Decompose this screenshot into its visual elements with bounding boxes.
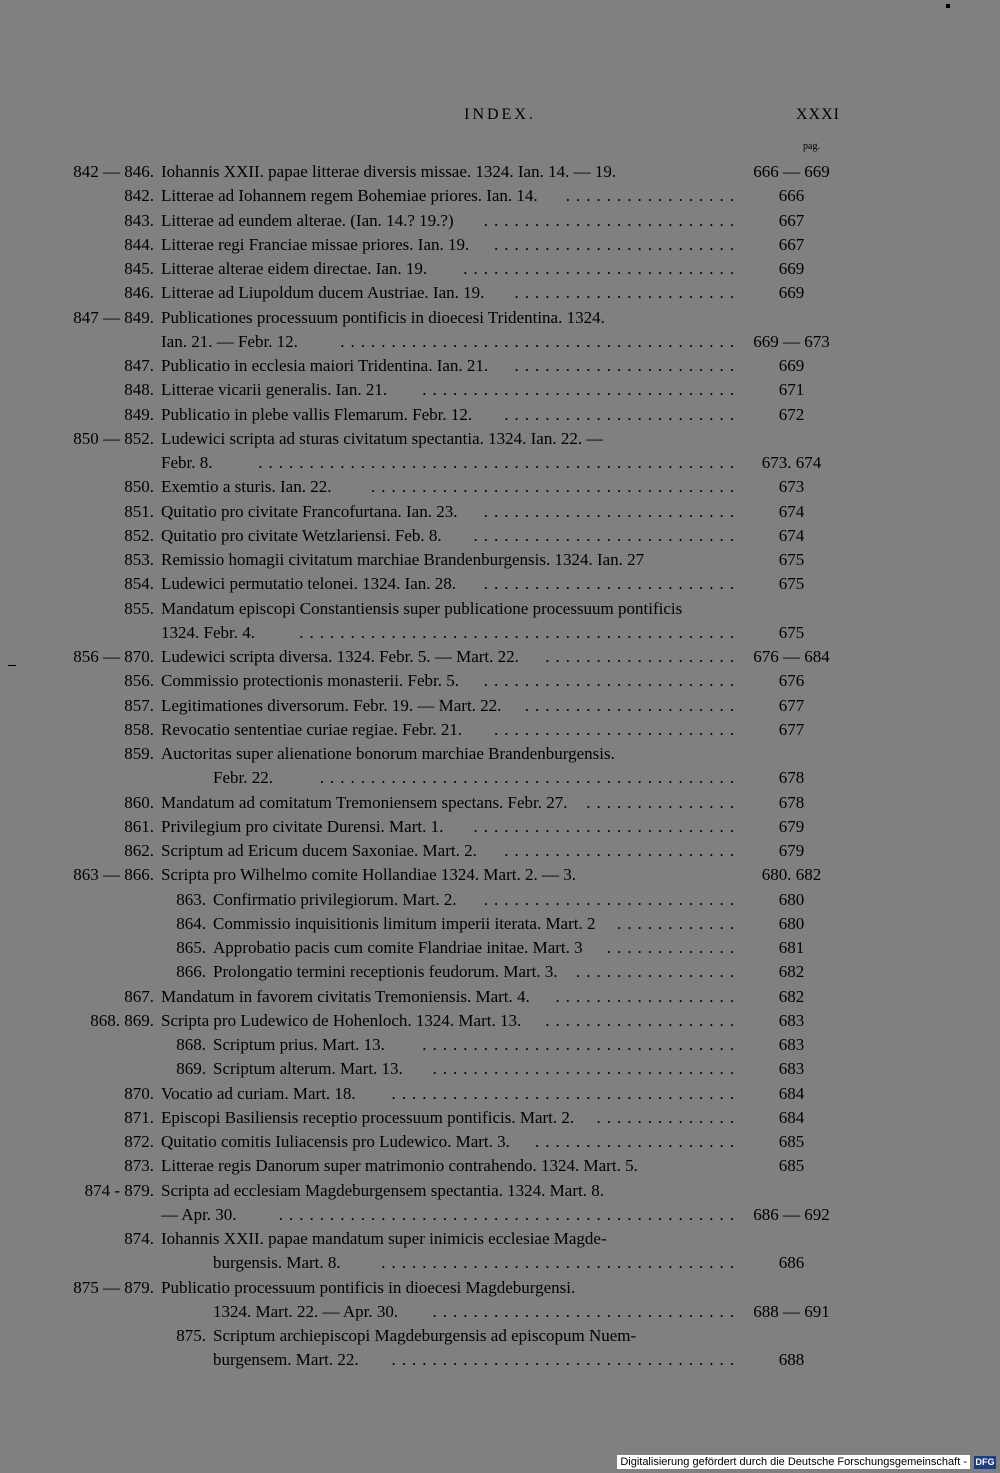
dot-leader: ......................... xyxy=(483,574,740,594)
entry-text: Quitatio pro civitate Wetzlariensi. Feb. 8. xyxy=(161,525,442,545)
index-entry xyxy=(0,1033,1000,1057)
dot-leader: ........................................... xyxy=(299,622,740,642)
page-reference: 676 — 684 xyxy=(753,647,830,666)
entry-text: Privilegium pro civitate Durensi. Mart. 1. xyxy=(161,816,444,836)
index-entry-line xyxy=(0,1130,1000,1154)
page-reference: 683 xyxy=(778,1035,805,1054)
index-entry xyxy=(0,985,1000,1009)
page-reference: 682 xyxy=(778,962,805,982)
index-entry xyxy=(0,500,1000,524)
index-entry-line xyxy=(0,597,1000,621)
dot-leader: .............. xyxy=(596,1107,740,1127)
entry-number: 851. xyxy=(124,501,154,521)
dot-leader: .................................. xyxy=(391,1350,740,1370)
entry-text: Publicatio in ecclesia maiori Tridentina. Ian. 21. xyxy=(161,356,489,375)
entry-number: 860. xyxy=(124,792,154,812)
dot-leader: ......................... xyxy=(483,671,740,691)
index-entry xyxy=(0,718,1000,742)
index-entry xyxy=(0,912,1000,936)
index-entry xyxy=(0,694,1000,718)
entry-number: 864. xyxy=(176,913,206,933)
entry-text: Publicatio processuum pontificis in dioecesi Magdeburgensi. xyxy=(161,1277,576,1297)
digitization-credit: Digitalisierung gefördert durch die Deutsche Forschungsgemeinschaft - xyxy=(617,1455,970,1469)
index-entry-line xyxy=(0,1057,1000,1081)
index-entry xyxy=(0,160,1000,184)
index-entry-line xyxy=(0,645,1000,669)
index-entry-line xyxy=(0,427,1000,451)
dot-leader: ...................... xyxy=(514,283,740,303)
entry-text: burgensem. Mart. 22. xyxy=(213,1350,359,1370)
index-entry-line xyxy=(0,742,1000,766)
entry-number: 865. xyxy=(176,938,206,957)
entry-number: 844. xyxy=(124,234,154,254)
index-entry xyxy=(0,475,1000,499)
page-reference: 667 xyxy=(778,234,805,254)
entry-number: 858. xyxy=(124,719,154,739)
pag-column-label: pag. xyxy=(803,141,820,152)
index-entry-line xyxy=(0,1324,1000,1348)
dot-leader: ........................ xyxy=(494,234,740,254)
index-entry-line xyxy=(0,669,1000,693)
index-entry xyxy=(0,1082,1000,1106)
index-entry-line xyxy=(0,475,1000,499)
entry-text: 1324. Febr. 4. xyxy=(161,622,255,642)
entry-text: Approbatio pacis cum comite Flandriae initae. Mart. 3 xyxy=(213,938,583,957)
page-reference: 680. 682 xyxy=(761,865,822,885)
entry-number: 857. xyxy=(124,695,154,715)
entry-text: Ludewici permutatio telonei. 1324. Ian. 28. xyxy=(161,574,457,594)
page-reference: 667 xyxy=(778,210,805,230)
page-reference: 683 xyxy=(778,1059,805,1079)
dot-leader: ................... xyxy=(545,1010,740,1030)
index-entry-line xyxy=(0,233,1000,257)
index-entry-line xyxy=(0,524,1000,548)
entry-number: 873. xyxy=(124,1156,154,1176)
entry-text: Auctoritas super alienatione bonorum marchiae Brandenburgensis. xyxy=(161,744,615,763)
entry-text: Scriptum archiepiscopi Magdeburgensis ad episcopum Nuem- xyxy=(213,1326,637,1345)
dot-leader: ................. xyxy=(565,186,740,206)
page-reference: 680 xyxy=(778,889,805,909)
dot-leader: ............................... xyxy=(422,1035,740,1054)
page-reference: 688 xyxy=(778,1350,805,1370)
index-entry-line xyxy=(0,1033,1000,1057)
entry-number: 846. xyxy=(124,283,154,303)
index-entry xyxy=(0,281,1000,305)
entry-text: Exemtio a sturis. Ian. 22. xyxy=(161,477,332,497)
entry-text: Scripta pro Ludewico de Hohenloch. 1324. Mart. 13. xyxy=(161,1010,522,1030)
index-entry xyxy=(0,209,1000,233)
index-entry xyxy=(0,233,1000,257)
index-entry-line xyxy=(0,548,1000,572)
entry-number: 856 — 870. xyxy=(73,647,154,666)
entry-number: 856. xyxy=(124,671,154,691)
page-reference: 680 xyxy=(778,913,805,933)
page-reference: 679 xyxy=(778,841,805,860)
index-entry-line xyxy=(0,791,1000,815)
dot-leader: ........................ xyxy=(494,719,740,739)
entry-text: Episcopi Basiliensis receptio processuum pontificis. Mart. 2. xyxy=(161,1107,575,1127)
index-entry-line xyxy=(0,1203,1000,1227)
index-entry xyxy=(0,669,1000,693)
index-entry-line xyxy=(0,960,1000,984)
entry-text: Mandatum in favorem civitatis Tremoniensis. Mart. 4. xyxy=(161,986,530,1006)
index-entry-line xyxy=(0,500,1000,524)
index-entry-line xyxy=(0,936,1000,960)
dfg-logo: DFG xyxy=(975,1457,995,1467)
entry-number: 866. xyxy=(176,962,206,982)
index-entry-line xyxy=(0,912,1000,936)
entry-text: Litterae regis Danorum super matrimonio contrahendo. 1324. Mart. 5. xyxy=(161,1156,638,1176)
entry-number: 874 - 879. xyxy=(84,1180,154,1200)
entry-number: 847 — 849. xyxy=(73,307,154,327)
entry-text: Scriptum alterum. Mart. 13. xyxy=(213,1059,403,1079)
entry-text: Febr. 22. xyxy=(213,768,273,788)
index-entry xyxy=(0,427,1000,476)
index-entry-line xyxy=(0,1251,1000,1275)
page-reference: 684 xyxy=(778,1107,805,1127)
dot-leader: ......................... xyxy=(483,501,740,521)
dot-leader: ....................... xyxy=(504,841,740,860)
index-entry-line xyxy=(0,1300,1000,1324)
index-entry-line xyxy=(0,378,1000,402)
page-reference: 672 xyxy=(778,404,805,424)
index-entry-line xyxy=(0,1106,1000,1130)
scan-mark xyxy=(946,4,950,8)
entry-text: Litterae ad Liupoldum ducem Austriae. Ian. 19. xyxy=(161,283,485,303)
entry-text: Publicationes processuum pontificis in dioecesi Tridentina. 1324. xyxy=(161,307,605,327)
index-entry xyxy=(0,1009,1000,1033)
entry-text: Litterae alterae eidem directae. Ian. 19. xyxy=(161,259,428,278)
page-reference: 674 xyxy=(778,501,805,521)
index-entry-line xyxy=(0,839,1000,863)
entry-number: 868. xyxy=(176,1035,206,1054)
index-entry-line xyxy=(0,184,1000,208)
page-reference: 674 xyxy=(778,525,805,545)
page-reference: 675 xyxy=(778,550,805,569)
dot-leader: .................. xyxy=(555,986,740,1006)
index-entry xyxy=(0,572,1000,596)
dot-leader: ....................................... xyxy=(340,331,740,351)
index-entry xyxy=(0,815,1000,839)
index-entry-line xyxy=(0,330,1000,354)
entry-text: Mandatum ad comitatum Tremoniensem spectans. Febr. 27. xyxy=(161,792,568,812)
page-reference: 677 xyxy=(778,719,805,739)
entry-number: 850. xyxy=(124,477,154,497)
entry-text: Scripta pro Wilhelmo comite Hollandiae 1324. Mart. 2. — 3. xyxy=(161,865,576,885)
entry-text: Scriptum ad Ericum ducem Saxoniae. Mart. 2. xyxy=(161,841,477,860)
page-reference: 683 xyxy=(778,1010,805,1030)
dot-leader: ............................................. xyxy=(278,1204,740,1224)
dot-leader: .................................. xyxy=(391,1083,740,1103)
entry-text: Legitimationes diversorum. Febr. 19. — Mart. 22. xyxy=(161,695,502,715)
entry-number: 843. xyxy=(124,210,154,230)
dot-leader: ................ xyxy=(576,962,740,982)
page-reference: 681 xyxy=(778,938,805,957)
index-entry xyxy=(0,306,1000,355)
index-entry xyxy=(0,1130,1000,1154)
dot-leader: ......................................... xyxy=(319,768,740,788)
entry-text: Scripta ad ecclesiam Magdeburgensem spectantia. 1324. Mart. 8. xyxy=(161,1180,604,1200)
entry-text: Litterae ad Iohannem regem Bohemiae priores. Ian. 14. xyxy=(161,186,538,206)
index-entry xyxy=(0,839,1000,863)
entry-text: Litterae ad eundem alterae. (Ian. 14.? 19.?) xyxy=(161,210,454,230)
entry-text: Vocatio ad curiam. Mart. 18. xyxy=(161,1083,356,1103)
entry-text: Iohannis XXII. papae mandatum super inimicis ecclesiae Magde- xyxy=(161,1229,607,1248)
page-reference: 675 xyxy=(778,574,805,594)
entry-number: 868. 869. xyxy=(90,1010,154,1030)
entry-text: Publicatio in plebe vallis Flemarum. Febr. 12. xyxy=(161,404,473,424)
index-entry-line xyxy=(0,451,1000,475)
page-number: XXXI xyxy=(796,106,840,123)
index-entry-line xyxy=(0,1179,1000,1203)
dot-leader: ........................... xyxy=(463,259,740,278)
page-reference: 688 — 691 xyxy=(753,1301,830,1321)
index-entry xyxy=(0,524,1000,548)
index-entry xyxy=(0,1106,1000,1130)
index-entry xyxy=(0,1154,1000,1178)
dot-leader: ............. xyxy=(606,938,740,957)
index-entry-line xyxy=(0,572,1000,596)
dot-leader: ......................... xyxy=(483,210,740,230)
entry-text: Ian. 21. — Febr. 12. xyxy=(161,331,298,351)
page-reference: 678 xyxy=(778,792,805,812)
dot-leader: ................... xyxy=(545,647,740,666)
index-entry-line xyxy=(0,1154,1000,1178)
index-entry-line xyxy=(0,1348,1000,1372)
entry-text: Litterae vicarii generalis. Ian. 21. xyxy=(161,380,388,400)
page-reference: 669 xyxy=(778,283,805,303)
entry-number: 867. xyxy=(124,986,154,1006)
index-entry-line xyxy=(0,281,1000,305)
page-reference: 685 xyxy=(778,1132,805,1151)
dot-leader: ............... xyxy=(586,792,740,812)
index-entry-line xyxy=(0,863,1000,887)
index-entry xyxy=(0,863,1000,887)
dot-leader: .................................... xyxy=(371,477,740,497)
entry-number: 855. xyxy=(124,598,154,618)
index-entry xyxy=(0,645,1000,669)
index-entry-line xyxy=(0,1227,1000,1251)
entry-number: 863. xyxy=(176,889,206,909)
page-reference: 675 xyxy=(778,622,805,642)
entry-text: Mandatum episcopi Constantiensis super publicatione processuum pontificis xyxy=(161,598,683,618)
entry-number: 863 — 866. xyxy=(73,865,154,885)
index-entry xyxy=(0,184,1000,208)
index-entry-line xyxy=(0,888,1000,912)
page-reference: 669 xyxy=(778,259,805,278)
page-reference: 671 xyxy=(778,380,805,400)
index-entry-line xyxy=(0,209,1000,233)
dot-leader: ...................... xyxy=(514,356,740,375)
page-reference: 686 xyxy=(778,1253,805,1273)
page-reference: 677 xyxy=(778,695,805,715)
page-reference: 673. 674 xyxy=(761,453,822,472)
entry-text: Prolongatio termini receptionis feudorum. Mart. 3. xyxy=(213,962,558,982)
page-reference: 678 xyxy=(778,768,805,788)
entry-number: 859. xyxy=(124,744,154,763)
page-reference: 679 xyxy=(778,816,805,836)
entry-text: Revocatio sententiae curiae regiae. Febr. 21. xyxy=(161,719,463,739)
entry-number: 874. xyxy=(124,1229,154,1248)
entry-text: Scriptum prius. Mart. 13. xyxy=(213,1035,385,1054)
dot-leader: ......................... xyxy=(483,889,740,909)
entry-text: 1324. Mart. 22. — Apr. 30. xyxy=(213,1301,399,1321)
entry-number: 872. xyxy=(124,1132,154,1151)
page-reference: 682 xyxy=(778,986,805,1006)
index-entry-line xyxy=(0,718,1000,742)
dot-leader: .............................. xyxy=(432,1059,740,1079)
entry-text: burgensis. Mart. 8. xyxy=(213,1253,341,1273)
index-entry xyxy=(0,888,1000,912)
index-entry xyxy=(0,1179,1000,1228)
entry-number: 861. xyxy=(124,816,154,836)
dot-leader: ............................... xyxy=(422,380,740,400)
entry-text: Commissio inquisitionis limitum imperii iterata. Mart. 2 xyxy=(213,913,596,933)
entry-number: 849. xyxy=(124,404,154,424)
entry-number: 842. xyxy=(124,186,154,206)
index-entry xyxy=(0,403,1000,427)
index-entry xyxy=(0,960,1000,984)
index-entry-line xyxy=(0,694,1000,718)
index-entry xyxy=(0,1057,1000,1081)
entry-text: Quitatio pro civitate Francofurtana. Ian. 23. xyxy=(161,501,458,521)
entry-number: 875. xyxy=(176,1326,206,1345)
entry-number: 853. xyxy=(124,550,154,569)
dot-leader: .......................... xyxy=(473,816,740,836)
page-reference: 685 xyxy=(778,1156,805,1176)
index-entry-line xyxy=(0,403,1000,427)
index-entry-line xyxy=(0,354,1000,378)
page-reference: 666 — 669 xyxy=(753,162,830,181)
entry-number: 842 — 846. xyxy=(73,162,154,181)
entry-number: 854. xyxy=(124,574,154,594)
index-entry-line xyxy=(0,1009,1000,1033)
index-entry xyxy=(0,936,1000,960)
index-entry-line xyxy=(0,1276,1000,1300)
page-reference: 669 xyxy=(778,356,805,375)
entry-number: 852. xyxy=(124,525,154,545)
index-list xyxy=(0,160,1000,1373)
entry-text: Litterae regi Franciae missae priores. Ian. 19. xyxy=(161,234,470,254)
index-entry xyxy=(0,354,1000,378)
index-entry xyxy=(0,1324,1000,1373)
entry-number: 875 — 879. xyxy=(73,1277,154,1297)
index-entry xyxy=(0,791,1000,815)
index-entry-line xyxy=(0,621,1000,645)
dot-leader: ............................................... xyxy=(258,453,740,472)
entry-text: Quitatio comitis Iuliacensis pro Ludewico. Mart. 3. xyxy=(161,1132,510,1151)
page-reference: 666 xyxy=(778,186,805,206)
entry-number: 845. xyxy=(124,259,154,278)
page-reference: 669 — 673 xyxy=(753,331,830,351)
index-entry-line xyxy=(0,985,1000,1009)
dot-leader: ............ xyxy=(617,913,740,933)
dot-leader: ..................... xyxy=(524,695,740,715)
dot-leader: ................................... xyxy=(381,1253,740,1273)
index-entry xyxy=(0,1276,1000,1325)
index-entry xyxy=(0,257,1000,281)
dot-leader: .................... xyxy=(535,1132,740,1151)
running-title: INDEX. xyxy=(464,106,536,123)
index-entry-line xyxy=(0,306,1000,330)
index-entry xyxy=(0,597,1000,646)
index-entry xyxy=(0,548,1000,572)
entry-number: 870. xyxy=(124,1083,154,1103)
page-reference: 676 xyxy=(778,671,805,691)
index-entry-line xyxy=(0,160,1000,184)
index-entry xyxy=(0,742,1000,791)
index-entry-line xyxy=(0,1082,1000,1106)
index-entry-line xyxy=(0,766,1000,790)
index-entry-line xyxy=(0,257,1000,281)
entry-text: Iohannis XXII. papae litterae diversis missae. 1324. Ian. 14. — 19. xyxy=(161,162,617,181)
entry-text: Remissio homagii civitatum marchiae Brandenburgensis. 1324. Ian. 27 xyxy=(161,550,645,569)
entry-number: 847. xyxy=(124,356,154,375)
entry-number: 869. xyxy=(176,1059,206,1079)
dot-leader: .......................... xyxy=(473,525,740,545)
entry-text: Confirmatio privilegiorum. Mart. 2. xyxy=(213,889,457,909)
index-entry-line xyxy=(0,815,1000,839)
dot-leader: .............................. xyxy=(432,1301,740,1321)
entry-number: 862. xyxy=(124,841,154,860)
entry-text: Febr. 8. xyxy=(161,453,213,472)
entry-text: Commissio protectionis monasterii. Febr. 5. xyxy=(161,671,459,691)
page-reference: 684 xyxy=(778,1083,805,1103)
entry-number: 850 — 852. xyxy=(73,428,154,448)
entry-number: 848. xyxy=(124,380,154,400)
entry-text: Ludewici scripta ad sturas civitatum spectantia. 1324. Ian. 22. — xyxy=(161,428,604,448)
entry-number: 871. xyxy=(124,1107,154,1127)
page-reference: 673 xyxy=(778,477,805,497)
dot-leader: ....................... xyxy=(504,404,740,424)
entry-text: — Apr. 30. xyxy=(161,1204,237,1224)
entry-text: Ludewici scripta diversa. 1324. Febr. 5. — Mart. 22. xyxy=(161,647,519,666)
index-entry xyxy=(0,378,1000,402)
page-reference: 686 — 692 xyxy=(753,1204,830,1224)
index-entry xyxy=(0,1227,1000,1276)
